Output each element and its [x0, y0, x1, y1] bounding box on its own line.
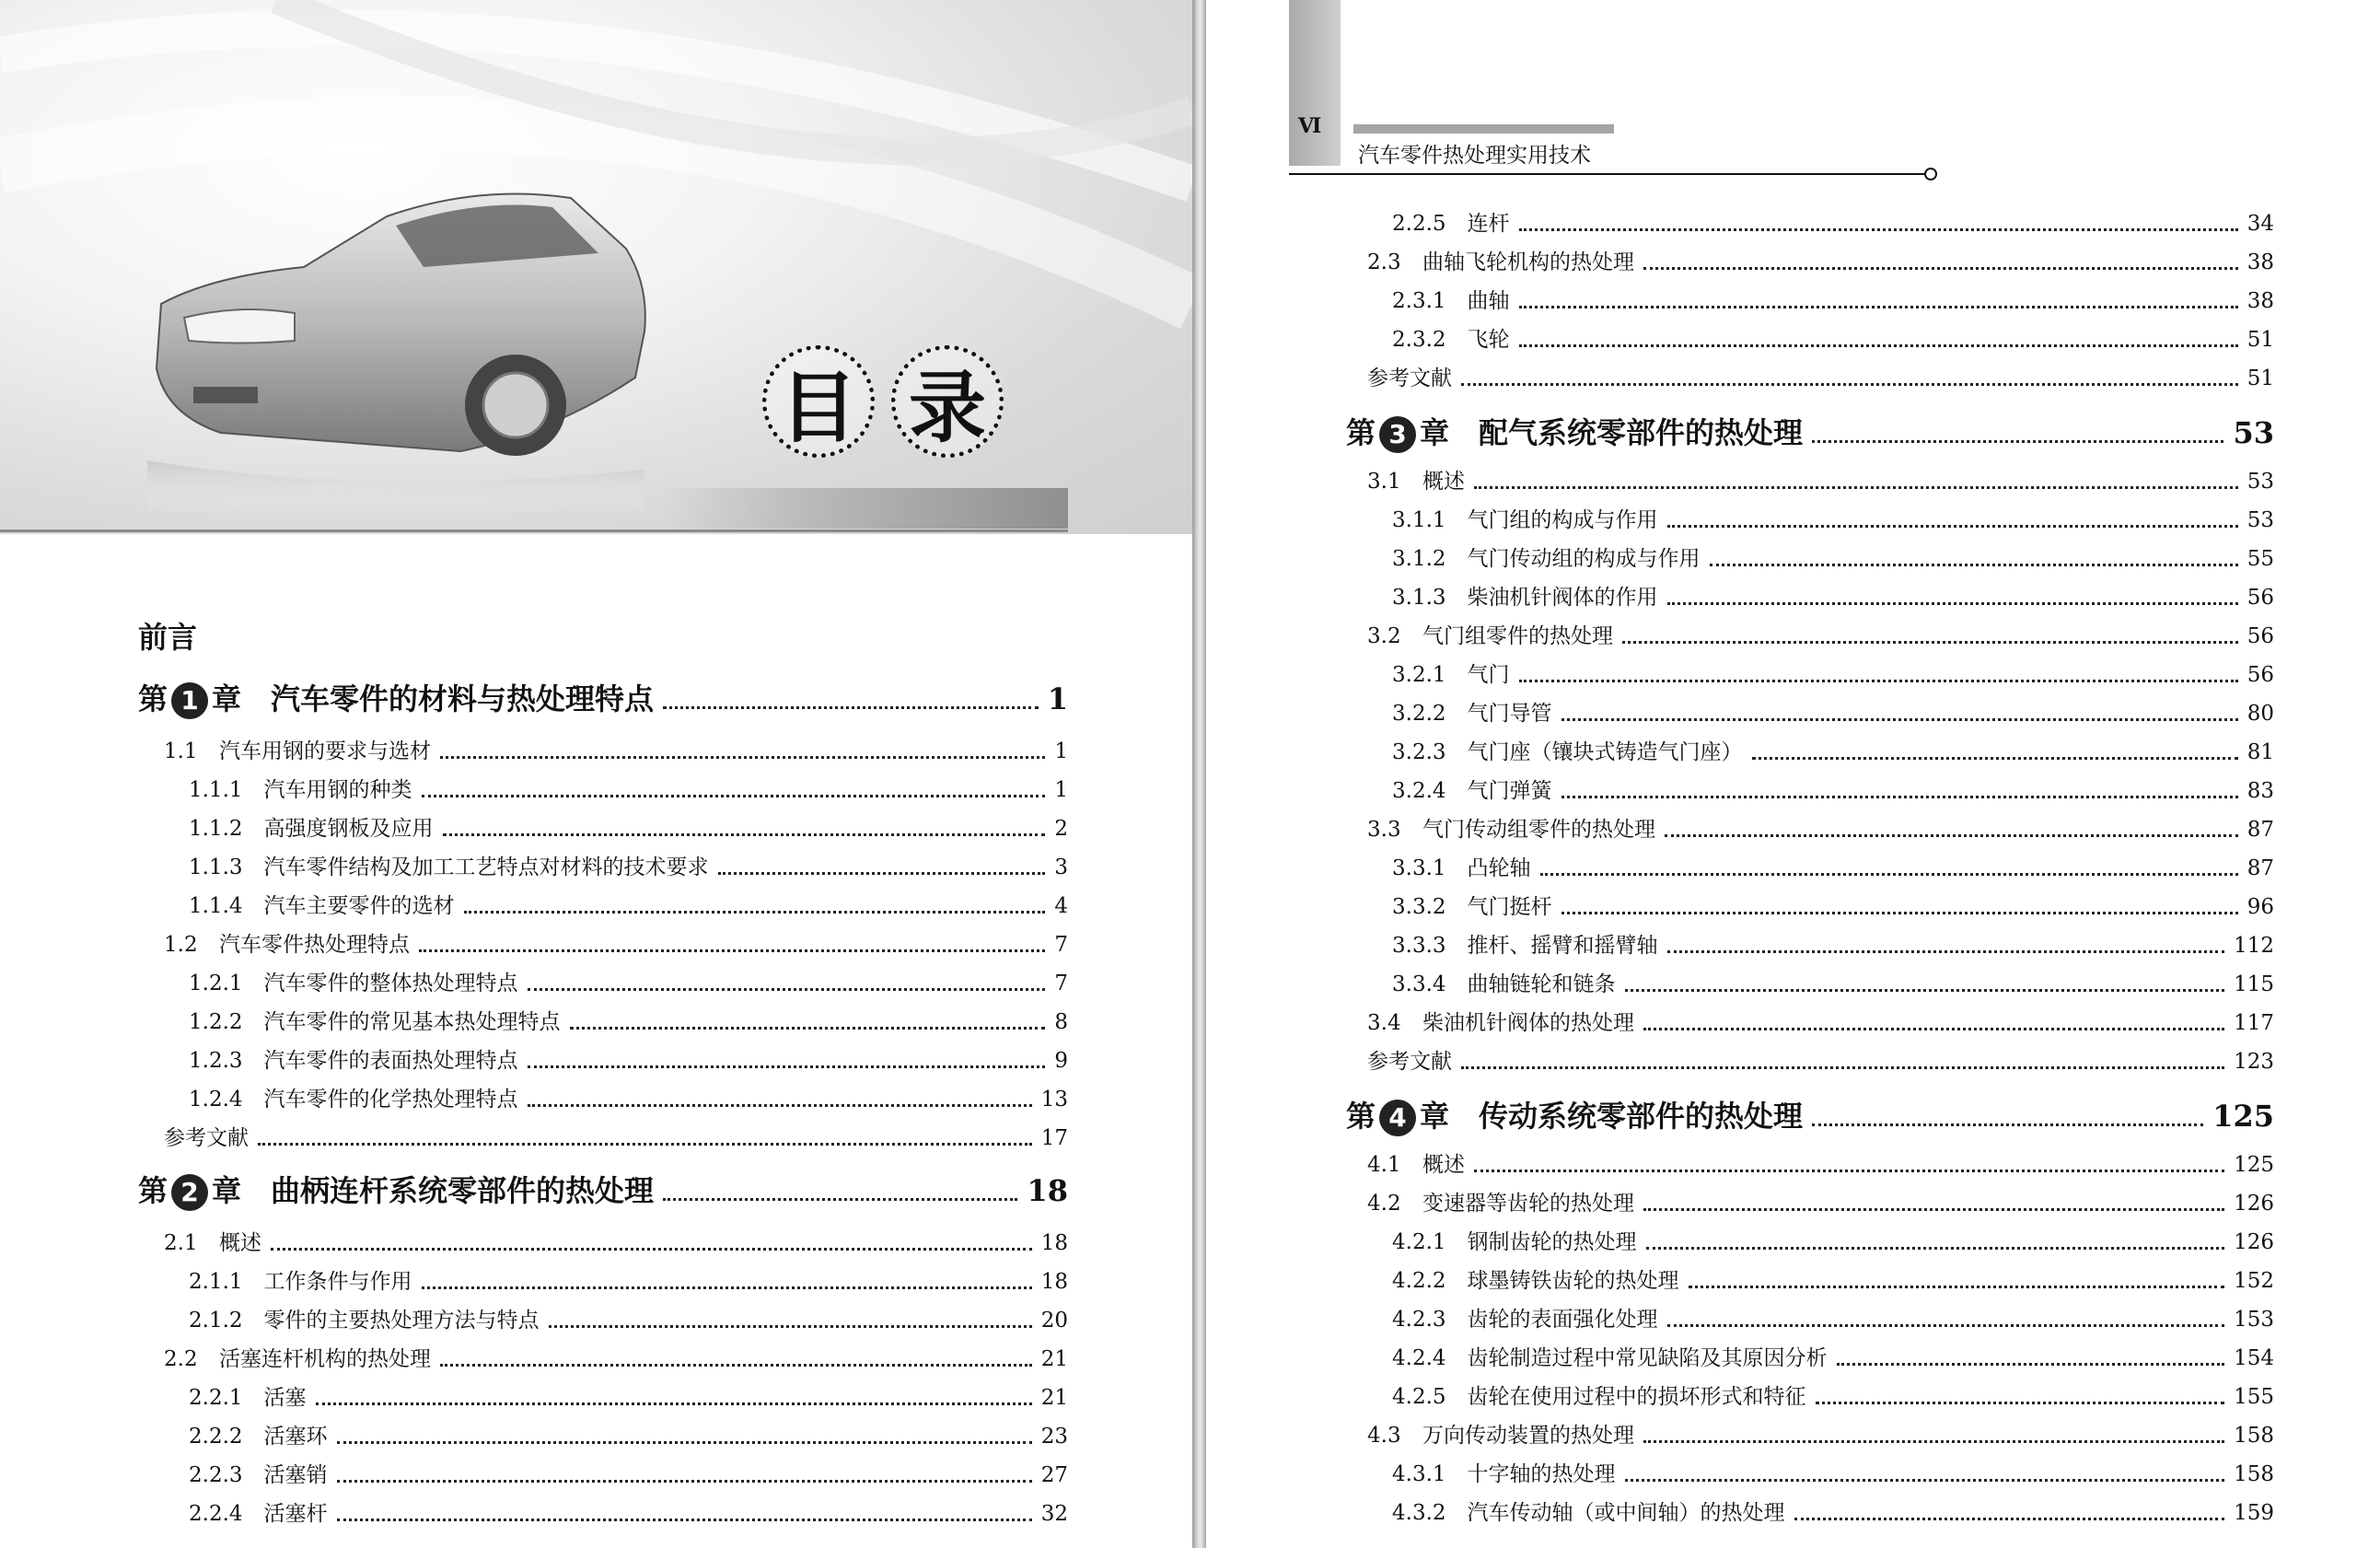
toc-section-number: 4.1: [1367, 1153, 1422, 1177]
toc-page-number: 4: [1054, 894, 1068, 918]
toc-page-number: 96: [2246, 895, 2274, 919]
toc-entry-title: 十字轴的热处理: [1467, 1462, 1616, 1486]
toc-leader-dots: [1625, 1479, 2225, 1482]
toc-row[interactable]: [1392, 855, 2274, 882]
toc-row[interactable]: [189, 815, 1068, 843]
toc-section-number: 4.3.1: [1392, 1462, 1468, 1486]
toc-row[interactable]: [164, 738, 1068, 765]
toc-entry-title: 零件的主要热处理方法与特点: [263, 1309, 540, 1333]
toc-entry-title: 柴油机针阀体的作用: [1467, 586, 1658, 610]
cover-banner: [0, 0, 1192, 534]
toc-leader-dots: [1474, 1170, 2224, 1172]
toc-page-number: 21: [1040, 1386, 1068, 1410]
toc-leader-dots: [1519, 680, 2238, 682]
toc-page-number: 153: [2234, 1308, 2274, 1332]
toc-section-number: 4.2.4: [1392, 1346, 1468, 1370]
toc-section-number: 1.1: [164, 739, 219, 763]
toc-section-number: 2.2.3: [189, 1463, 264, 1487]
toc-entry-title: 汽车零件的常见基本热处理特点: [263, 1010, 561, 1034]
toc-page-number: 158: [2234, 1424, 2274, 1448]
toc-leader-dots: [1562, 912, 2238, 914]
toc-section-number: 3.2.3: [1392, 740, 1468, 764]
toc-entry-title: 变速器等齿轮的热处理: [1422, 1192, 1634, 1216]
toc-row[interactable]: [1392, 1499, 2274, 1527]
header-tab: [1289, 0, 1341, 166]
toc-row[interactable]: [1392, 893, 2274, 921]
toc-section-number: 2.1.2: [189, 1309, 264, 1333]
preface-heading: 前言: [138, 620, 198, 655]
toc-leader-dots: [1710, 564, 2238, 566]
toc-section-number: 3.3.4: [1392, 972, 1468, 996]
toc-section-number: 3.1.2: [1392, 547, 1468, 571]
toc-page-number: 18: [1040, 1270, 1068, 1294]
toc-page-number: 125: [2234, 1153, 2274, 1177]
toc-leader-dots: [1667, 525, 2238, 528]
toc-section-number: 3.1.3: [1392, 586, 1468, 610]
toc-row[interactable]: [1392, 661, 2274, 689]
toc-leader-dots: [1643, 1028, 2224, 1030]
toc-row[interactable]: [189, 776, 1068, 804]
toc-page-number: 1: [1054, 739, 1068, 763]
toc-page-number: 83: [2246, 779, 2274, 803]
toc-row[interactable]: [1392, 584, 2274, 611]
toc-page-number: 38: [2246, 289, 2274, 313]
toc-section-number: 3.1.1: [1392, 508, 1468, 532]
toc-page-number: 34: [2246, 212, 2274, 236]
toc-leader-dots: [1519, 228, 2238, 231]
toc-section-number: 3.3: [1367, 818, 1422, 842]
toc-section-number: 1.2.1: [189, 972, 264, 995]
toc-entry-title: 工作条件与作用: [263, 1270, 412, 1294]
toc-row[interactable]: [1367, 1151, 2274, 1179]
toc-row[interactable]: [1367, 468, 2274, 495]
toc-leader-dots: [570, 1027, 1046, 1030]
toc-leader-dots: [1667, 950, 2225, 953]
toc-row[interactable]: [189, 1086, 1068, 1113]
toc-leader-dots: [1643, 1440, 2224, 1443]
toc-row[interactable]: [189, 854, 1068, 881]
toc-entry-title: 球墨铸铁齿轮的热处理: [1467, 1269, 1679, 1293]
header-rule-dot: [1924, 168, 1937, 180]
toc-row[interactable]: [164, 1124, 1068, 1152]
toc-leader-dots: [422, 795, 1046, 797]
toc-entry-title: 活塞杆: [263, 1502, 328, 1526]
toc-entry-title: 曲轴: [1467, 289, 1510, 313]
toc-row[interactable]: [189, 1047, 1068, 1075]
toc-entry-title: 活塞销: [263, 1463, 328, 1487]
running-head: 汽车零件热处理实用技术: [1358, 144, 1591, 168]
toc-entry-title: 汽车主要零件的选材: [263, 894, 455, 918]
toc-section-number: 2.3.1: [1392, 289, 1468, 313]
toc-page-number: 20: [1040, 1309, 1068, 1333]
toc-leader-dots: [663, 706, 1039, 709]
toc-page-number: 38: [2246, 250, 2274, 274]
toc-section-number: 3.2.2: [1392, 702, 1468, 726]
toc-leader-dots: [1816, 1402, 2225, 1404]
toc-page-number: 7: [1054, 933, 1068, 957]
toc-row[interactable]: [1367, 249, 2274, 276]
toc-page-number: 56: [2246, 663, 2274, 687]
toc-entry-title: 概述: [219, 1231, 261, 1255]
toc-row[interactable]: [1392, 1228, 2274, 1256]
toc-page-number: 1: [1054, 778, 1068, 802]
toc-entry-title: 凸轮轴: [1467, 856, 1531, 880]
toc-leader-dots: [440, 756, 1045, 759]
right-page: [1206, 0, 2380, 1548]
toc-entry-title: 高强度钢板及应用: [263, 817, 434, 841]
chapter-prefix: 第: [138, 1173, 168, 1208]
toc-row[interactable]: [1392, 506, 2274, 534]
toc-section-number: 1.1.4: [189, 894, 264, 918]
toc-page-number: 53: [2246, 470, 2274, 494]
toc-row[interactable]: [1367, 1190, 2274, 1217]
header-strip: [1353, 124, 1614, 134]
toc-row[interactable]: [1367, 1048, 2274, 1076]
toc-page-number: 51: [2246, 328, 2274, 352]
toc-leader-dots: [258, 1143, 1032, 1146]
toc-page-number: 112: [2234, 934, 2274, 958]
toc-row[interactable]: [1392, 287, 2274, 315]
toc-page-number: 2: [1054, 817, 1068, 841]
toc-entry-title: 汽车零件的整体热处理特点: [263, 972, 518, 995]
toc-section-number: 3.2.1: [1392, 663, 1468, 687]
toc-section-number: 4.2.2: [1392, 1269, 1468, 1293]
toc-entry-title: 汽车用钢的种类: [263, 778, 412, 802]
toc-entry-title: 气门挺杆: [1467, 895, 1552, 919]
toc-leader-dots: [1646, 1247, 2225, 1250]
toc-page-number: 27: [1040, 1463, 1068, 1487]
toc-page-number: 23: [1040, 1425, 1068, 1449]
toc-leader-dots: [1625, 989, 2225, 992]
toc-chapter-row[interactable]: [1346, 413, 2274, 453]
toc-page-number: 125: [2212, 1099, 2274, 1134]
toc-leader-dots: [1540, 873, 2238, 876]
toc-entry-title: 气门组零件的热处理: [1422, 624, 1613, 648]
toc-row[interactable]: [1392, 739, 2274, 766]
toc-entry-title: 连杆: [1467, 212, 1510, 236]
toc-row[interactable]: [1392, 1267, 2274, 1295]
toc-entry-title: 参考文献: [1367, 1050, 1452, 1074]
toc-row[interactable]: [164, 931, 1068, 959]
toc-leader-dots: [1474, 486, 2238, 489]
chapter-suffix: 章 配气系统零部件的热处理: [1420, 415, 1804, 450]
toc-row[interactable]: [1392, 545, 2274, 573]
toc-leader-dots: [1562, 796, 2238, 798]
toc-entry-title: 气门组的构成与作用: [1467, 508, 1658, 532]
toc-entry-title: 万向传动装置的热处理: [1422, 1424, 1634, 1448]
toc-row[interactable]: [164, 1229, 1068, 1257]
toc-entry-title: 气门弹簧: [1467, 779, 1552, 803]
toc-page-number: 158: [2234, 1462, 2274, 1486]
toc-section-number: 3.3.2: [1392, 895, 1468, 919]
toc-leader-dots: [1667, 1324, 2225, 1327]
toc-page-number: 7: [1054, 972, 1068, 995]
toc-section-number: 3.3.3: [1392, 934, 1468, 958]
toc-section-number: 4.2.5: [1392, 1385, 1468, 1409]
toc-leader-dots: [663, 1198, 1017, 1201]
toc-row[interactable]: [189, 1423, 1068, 1450]
chapter-prefix: 第: [1346, 1099, 1376, 1134]
banner-bar: [663, 488, 1068, 529]
toc-page-number: 87: [2246, 856, 2274, 880]
toc-leader-dots: [419, 949, 1045, 952]
header-rule: [1289, 173, 1924, 175]
toc-row[interactable]: [189, 970, 1068, 997]
toc-leader-dots: [271, 1248, 1032, 1251]
toc-page-number: 3: [1054, 855, 1068, 879]
toc-row[interactable]: [1367, 1422, 2274, 1449]
toc-entry-title: 参考文献: [164, 1126, 249, 1150]
toc-section-number: 3.4: [1367, 1011, 1422, 1035]
chapter-number-badge: 3: [1379, 416, 1416, 453]
toc-row[interactable]: [1392, 326, 2274, 354]
toc-entry-title: 活塞环: [263, 1425, 328, 1449]
toc-row[interactable]: [1367, 365, 2274, 392]
toc-row[interactable]: [189, 1307, 1068, 1334]
toc-leader-dots: [422, 1286, 1032, 1289]
toc-entry-title: 气门座（镶块式铸造气门座）: [1467, 740, 1743, 764]
toc-page-number: 117: [2234, 1011, 2274, 1035]
toc-page-number: 87: [2246, 818, 2274, 842]
toc-leader-dots: [1794, 1518, 2225, 1520]
toc-entry-title: 活塞连杆机构的热处理: [219, 1347, 431, 1371]
toc-page-number: 115: [2234, 972, 2274, 996]
chapter-prefix: 第: [1346, 415, 1376, 450]
toc-leader-dots: [316, 1403, 1032, 1405]
toc-section-number: 4.2: [1367, 1192, 1422, 1216]
toc-page-number: 8: [1054, 1010, 1068, 1034]
toc-page-number: 21: [1040, 1347, 1068, 1371]
toc-leader-dots: [528, 1065, 1046, 1068]
toc-entry-title: 齿轮在使用过程中的损坏形式和特征: [1467, 1385, 1806, 1409]
toc-page-number: 152: [2234, 1269, 2274, 1293]
toc-section-number: 2.1.1: [189, 1270, 264, 1294]
toc-chapter-row[interactable]: [1346, 1096, 2274, 1136]
toc-leader-dots: [1667, 602, 2238, 605]
toc-page-number: 18: [1040, 1231, 1068, 1255]
car-illustration-icon: [0, 0, 1192, 534]
toc-entry-title: 汽车传动轴（或中间轴）的热处理: [1467, 1501, 1785, 1525]
chapter-number-badge: 4: [1379, 1100, 1416, 1136]
toc-entry-title: 概述: [1422, 470, 1465, 494]
toc-section-number: 3.2: [1367, 624, 1422, 648]
toc-entry-title: 飞轮: [1467, 328, 1510, 352]
toc-page-number: 81: [2246, 740, 2274, 764]
toc-leader-dots: [1752, 757, 2238, 760]
toc-leader-dots: [1643, 1208, 2224, 1211]
toc-entry-title: 活塞: [263, 1386, 307, 1410]
toc-leader-dots: [337, 1441, 1032, 1444]
toc-section-number: 1.2.4: [189, 1088, 264, 1112]
toc-leader-dots: [1837, 1363, 2225, 1366]
toc-section-number: 2.2.2: [189, 1425, 264, 1449]
toc-section-number: 1.2.2: [189, 1010, 264, 1034]
toc-row[interactable]: [1392, 1344, 2274, 1372]
toc-page-number: 154: [2234, 1346, 2274, 1370]
toc-page-number: 126: [2234, 1192, 2274, 1216]
toc-page-number: 55: [2246, 547, 2274, 571]
chapter-suffix: 章 曲柄连杆系统零部件的热处理: [212, 1173, 655, 1208]
toc-page-number: 155: [2234, 1385, 2274, 1409]
toc-entry-title: 气门传动组的构成与作用: [1467, 547, 1701, 571]
toc-section-number: 4.2.1: [1392, 1230, 1468, 1254]
toc-page-number: 17: [1040, 1126, 1068, 1150]
toc-leader-dots: [1689, 1286, 2225, 1288]
toc-section-number: 3.1: [1367, 470, 1422, 494]
chapter-number-badge: 2: [171, 1174, 208, 1211]
toc-entry-title: 汽车零件的化学热处理特点: [263, 1088, 518, 1112]
toc-page-number: 32: [1040, 1502, 1068, 1526]
toc-leader-dots: [440, 1364, 1032, 1367]
toc-page-number: 53: [2233, 415, 2274, 450]
toc-section-number: 4.2.3: [1392, 1308, 1468, 1332]
toc-entry-title: 概述: [1422, 1153, 1465, 1177]
toc-row[interactable]: [1392, 700, 2274, 727]
toc-section-number: 1.1.1: [189, 778, 264, 802]
chapter-prefix: 第: [138, 681, 168, 716]
toc-section-number: 2.3: [1367, 250, 1422, 274]
toc-chapter-row[interactable]: [138, 1170, 1068, 1211]
toc-row[interactable]: [1392, 210, 2274, 238]
toc-entry-title: 柴油机针阀体的热处理: [1422, 1011, 1634, 1035]
toc-row[interactable]: [1392, 932, 2274, 960]
toc-section-number: 1.2.3: [189, 1049, 264, 1073]
toc-section-number: 1.1.2: [189, 817, 264, 841]
toc-leader-dots: [718, 872, 1046, 875]
toc-chapter-row[interactable]: [138, 679, 1068, 719]
toc-leader-dots: [1812, 1123, 2203, 1126]
toc-page-number: 1: [1047, 681, 1068, 716]
chapter-number-badge: 1: [171, 682, 208, 719]
toc-entry-title: 推杆、摇臂和摇臂轴: [1467, 934, 1658, 958]
toc-section-number: 2.2.1: [189, 1386, 264, 1410]
toc-entry-title: 汽车零件热处理特点: [219, 933, 410, 957]
book-gutter: [1192, 0, 1206, 1548]
toc-page-number: 80: [2246, 702, 2274, 726]
toc-section-number: 1.1.3: [189, 855, 264, 879]
toc-row[interactable]: [164, 1345, 1068, 1373]
toc-section-number: 2.3.2: [1392, 328, 1468, 352]
toc-leader-dots: [337, 1480, 1032, 1483]
toc-page-number: 53: [2246, 508, 2274, 532]
toc-page-number: 18: [1027, 1173, 1068, 1208]
toc-row[interactable]: [1392, 971, 2274, 998]
toc-leader-dots: [1519, 306, 2238, 308]
toc-entry-title: 汽车零件结构及加工工艺特点对材料的技术要求: [263, 855, 709, 879]
toc-entry-title: 气门传动组零件的热处理: [1422, 818, 1655, 842]
toc-section-number: 2.1: [164, 1231, 219, 1255]
toc-section-number: 4.3: [1367, 1424, 1422, 1448]
toc-page-number: 159: [2234, 1501, 2274, 1525]
toc-entry-title: 气门: [1467, 663, 1510, 687]
toc-leader-dots: [1461, 383, 2238, 386]
toc-page-number: 9: [1054, 1049, 1068, 1073]
toc-entry-title: 齿轮的表面强化处理: [1467, 1308, 1658, 1332]
toc-entry-title: 汽车用钢的要求与选材: [219, 739, 431, 763]
toc-leader-dots: [1519, 344, 2238, 347]
toc-row[interactable]: [189, 1384, 1068, 1412]
toc-row[interactable]: [1367, 623, 2274, 650]
toc-leader-dots: [1665, 834, 2238, 837]
toc-leader-dots: [1562, 718, 2238, 721]
page-number-roman: Ⅵ: [1298, 114, 1322, 138]
toc-row[interactable]: [1367, 816, 2274, 844]
toc-page-number: 56: [2246, 586, 2274, 610]
title-char-1: 目: [762, 345, 875, 458]
toc-entry-title: 曲轴飞轮机构的热处理: [1422, 250, 1634, 274]
title-char-2: 录: [891, 345, 1004, 458]
toc-leader-dots: [464, 911, 1046, 914]
toc-leader-dots: [1812, 440, 2223, 443]
toc-section-number: 2.2: [164, 1347, 219, 1371]
toc-entry-title: 曲轴链轮和链条: [1467, 972, 1616, 996]
toc-page-number: 123: [2234, 1050, 2274, 1074]
toc-section-number: 1.2: [164, 933, 219, 957]
toc-section-number: 3.2.4: [1392, 779, 1468, 803]
toc-entry-title: 参考文献: [1367, 367, 1452, 390]
toc-row[interactable]: [189, 1268, 1068, 1296]
toc-entry-title: 齿轮制造过程中常见缺陷及其原因分析: [1467, 1346, 1828, 1370]
toc-row[interactable]: [189, 1461, 1068, 1489]
toc-row[interactable]: [189, 892, 1068, 920]
toc-row[interactable]: [1392, 777, 2274, 805]
toc-leader-dots: [443, 833, 1046, 836]
toc-row[interactable]: [1392, 1383, 2274, 1411]
toc-row[interactable]: [1392, 1306, 2274, 1333]
chapter-suffix: 章 传动系统零部件的热处理: [1420, 1099, 1804, 1134]
toc-section-number: 2.2.5: [1392, 212, 1468, 236]
toc-leader-dots: [1461, 1066, 2224, 1069]
toc-row[interactable]: [1392, 1461, 2274, 1488]
toc-page-number: 51: [2246, 367, 2274, 390]
toc-page-number: 13: [1040, 1088, 1068, 1112]
toc-section-number: 4.3.2: [1392, 1501, 1468, 1525]
toc-page-number: 126: [2234, 1230, 2274, 1254]
toc-leader-dots: [549, 1325, 1032, 1328]
toc-entry-title: 汽车零件的表面热处理特点: [263, 1049, 518, 1073]
toc-entry-title: 气门导管: [1467, 702, 1552, 726]
toc-leader-dots: [1622, 641, 2238, 644]
toc-section-number: 2.2.4: [189, 1502, 264, 1526]
toc-row[interactable]: [1367, 1009, 2274, 1037]
toc-entry-title: 钢制齿轮的热处理: [1467, 1230, 1637, 1254]
toc-leader-dots: [1643, 267, 2238, 270]
toc-page-number: 56: [2246, 624, 2274, 648]
toc-leader-dots: [528, 988, 1046, 991]
toc-leader-dots: [337, 1519, 1032, 1521]
toc-section-number: 3.3.1: [1392, 856, 1468, 880]
toc-leader-dots: [528, 1104, 1032, 1107]
toc-row[interactable]: [189, 1500, 1068, 1528]
banner-rule: [0, 530, 1068, 532]
toc-row[interactable]: [189, 1008, 1068, 1036]
chapter-suffix: 章 汽车零件的材料与热处理特点: [212, 681, 655, 716]
